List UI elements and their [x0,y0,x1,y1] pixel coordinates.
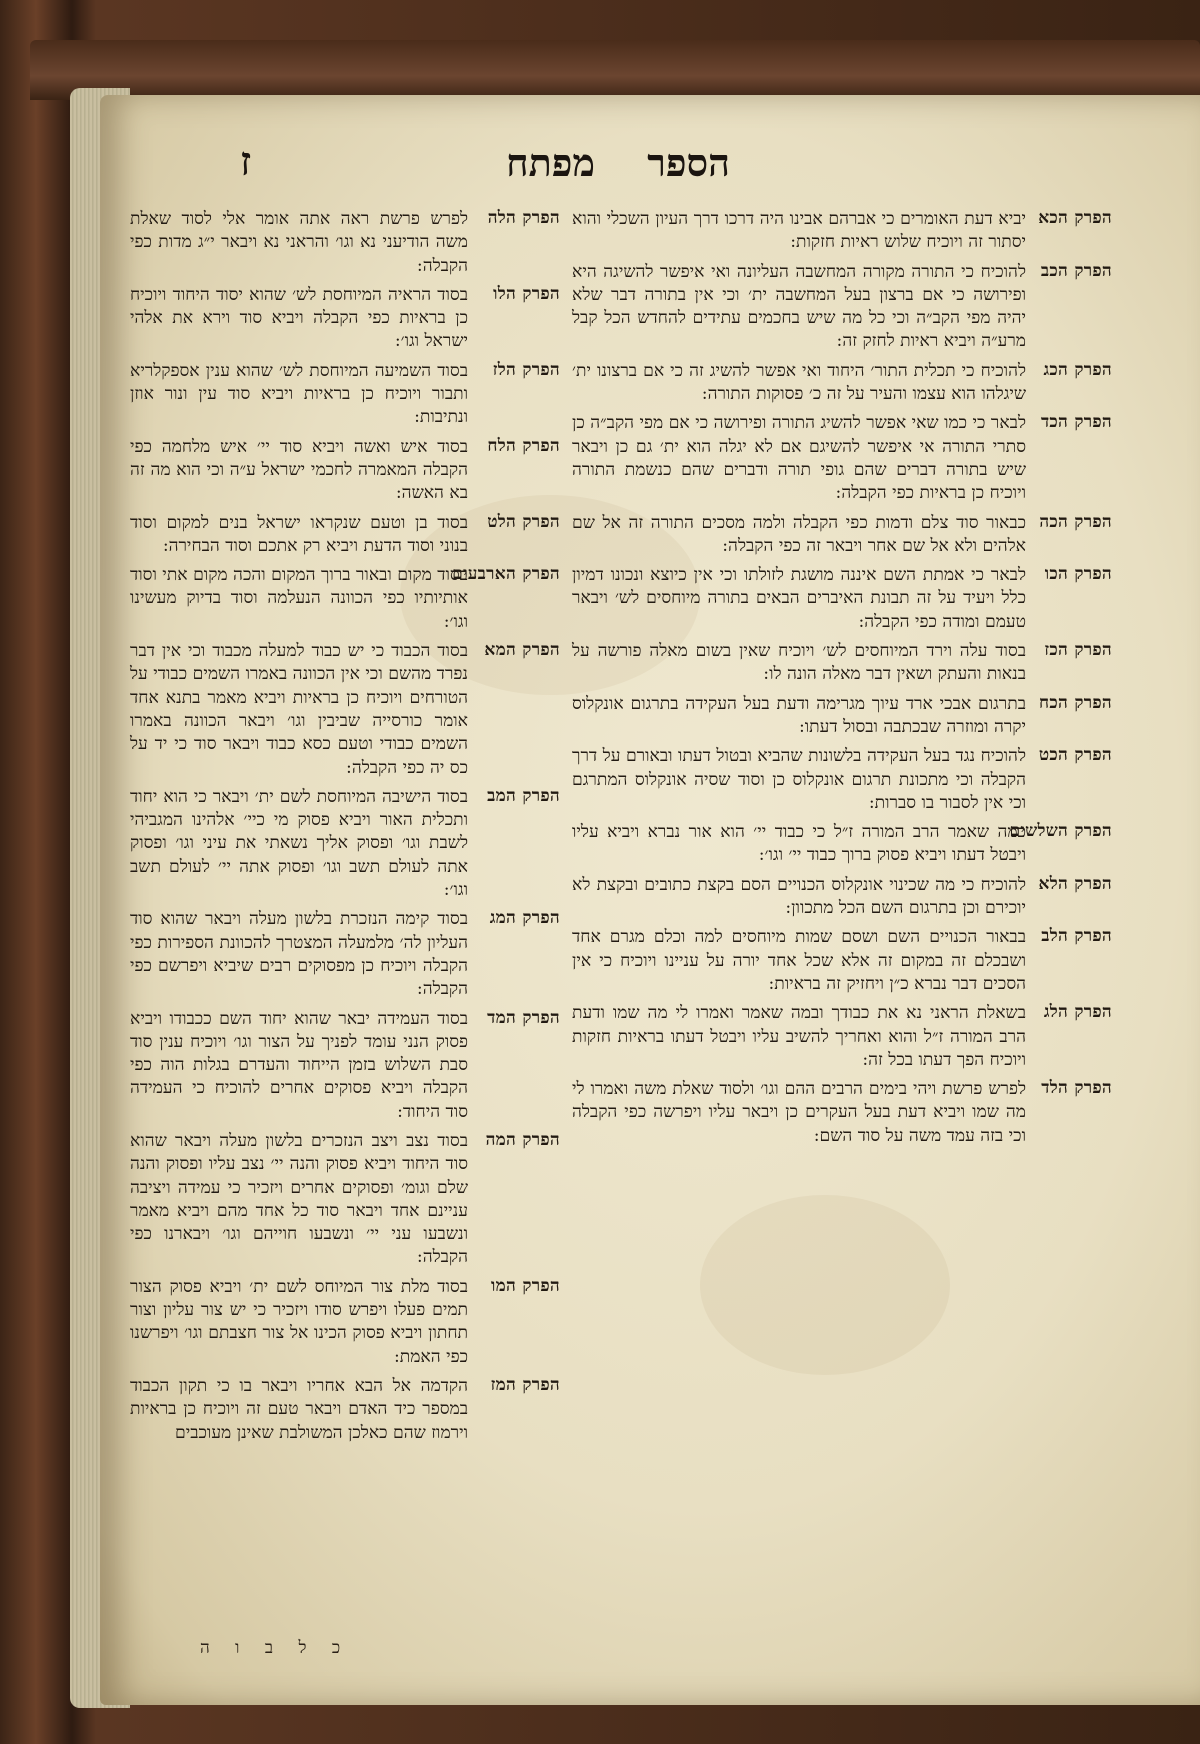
left-column [130,208,560,1451]
chapter-summary: בסוד עלה וירד המיוחסים לש׳ ויוכיח שאין בשום מאלה פורשה על בנאות והעתק ושאין דבר מאלה הונה לו: [572,641,1026,685]
chapter-entry [130,284,560,354]
chapter-entry [130,786,560,902]
chapter-entry [572,512,1112,559]
header-title-2: הספר [647,140,730,185]
chapter-summary: בסוד מקום ובאור ברוך המקום והכה מקום אתי וסוד אותיותיו כפי הכוונה הנעלמה וסוד בדיוק מעשינו וגו׳: [130,565,468,632]
chapter-heading: הפרק הכב [1040,260,1112,281]
chapter-heading: הפרק הכו [1044,564,1112,585]
chapter-entry [130,1276,560,1369]
chapter-heading: הפרק הלג [1043,1002,1112,1023]
page-number: ז [240,138,252,185]
chapter-summary: להוכיח נגד בעל העקידה בלשונות שהביא ובטול דעתו ובאורם על דרך הקבלה וכי מתכונת תרגום אונקלוס כן וסוד שסיה אונקלוס המתרגם וכי אין לסבור בו סברות: [572,746,1026,813]
chapter-heading: הפרק הכט [1038,745,1112,766]
right-column [572,208,1112,1154]
chapter-summary: בסוד הראיה המיוחסת לש׳ שהוא יסוד היחוד ויוכיח כן בראיות כפי הקבלה ויביא סוד וירא את אלהי ישראל וגו׳: [130,284,468,352]
chapter-heading: הפרק המב [487,785,560,806]
chapter-summary: בבאור הכנויים השם ושסם שמות מיוחסים למה וכלם מגרם אחד ושבכלם זה במקום זה אלא שכל אחד יורה על עניינו ויוכיח כי אין הסכים דבר נברא כ״ן ויחזיק זה בראיות: [572,927,1026,994]
chapter-entry [572,640,1112,687]
chapter-heading: הפרק הלח [487,435,560,456]
chapter-heading: הפרק הלה [487,208,560,228]
chapter-heading: הפרק הלא [1038,873,1112,894]
chapter-summary: בסוד מלת צור המיוחס לשם ית׳ ויביא פסוק הצור תמים פעלו ויפרש סודו ויזכיר כי יש צור עליון וצור תחתון ויביא פסוק הכינו אל צור חצבתם וגו׳ ויפרשנו כפי האמת: [130,1276,468,1367]
running-header [0,140,1200,200]
chapter-summary: בסוד בן וטעם שנקראו ישראל בנים למקום וסוד בנוני וסוד הדעת ויביא רק אתכם וסוד הבחירה: [130,512,468,556]
chapter-entry [130,1375,560,1445]
chapter-entry [572,1078,1112,1148]
chapter-entry [572,874,1112,921]
chapter-summary: יביא דעת האומרים כי אברהם אבינו היה דרכו דרך העיון השכלי והוא יסתור זה ויוכיח שלוש ראיות חזקות: [572,209,1026,253]
chapter-entry [130,436,560,506]
chapter-summary: בסוד איש ואשה ויביא סוד יי׳ איש מלחמה כפי הקבלה המאמרה לחכמי ישראל ע״ה וכי הוא מה זה בא האשה: [130,436,468,504]
chapter-summary: להוכיח כי מה שכינוי אונקלוס הכנויים הסם בקצת כתובים ובקצת לא יוכירם וכן בתרגום השם הכל מתכוון: [572,874,1026,919]
book-cover-edge [30,40,1200,100]
chapter-entry [130,360,560,430]
chapter-entry [572,412,1112,505]
chapter-heading: הפרק המז [490,1374,560,1395]
chapter-summary: להוכיח כי תכלית התור׳ היחוד ואי אפשר להשיג זה כי אם ברצונו ית׳ שיגלהו הוא עצמו והעיר על זה כ׳ פסוקות התורה: [572,360,1026,405]
chapter-heading: הפרק המד [487,1007,560,1028]
chapter-heading: הפרק הלד [1041,1078,1112,1099]
chapter-entry [130,908,560,1001]
chapter-summary: כבאור סוד צלם ודמות כפי הקבלה ולמה מסכים התורה זה אל שם אלהים ולא אל שם אחר ויבאר זה כפי הקבלה: [572,512,1026,556]
chapter-summary: בתרגום אבכי ארד עיוך מגרימה ודעת בעל העקידה בתרגום אונקלוס יקרה ומוזרה שבכתבה ובסול דעתו: [572,693,1026,737]
signature-text: כ ל ב ו ה [200,1638,351,1658]
chapter-heading: הפרק הארבעים [452,564,560,585]
chapter-entry [572,926,1112,996]
chapter-heading: הפרק הלב [1041,926,1112,947]
chapter-entry [572,1002,1112,1072]
header-title-1: מפתח [506,140,595,185]
chapter-heading: הפרק המג [489,908,560,929]
chapter-entry [572,821,1112,868]
chapter-summary: בשאלת הראני נא את כבודך ובמה שאמר ואמרו לי מה שמו ודעת הרב המורה ז״ל והוא ואחריך להשיב עליו ויבטל דעתו בראיות חזקות ויוכיח הפך דעתו בכל זה: [572,1003,1026,1070]
chapter-entry [130,512,560,559]
chapter-summary: בסוד השמיעה המיוחסת לש׳ שהוא ענין אספקלריא ותבור ויוכיח כן בראיות ויביא סוד עין ונור אוזן ונתיבות: [130,360,468,428]
chapter-heading: הפרק הכד [1040,412,1112,433]
chapter-summary: בסוד קימה הנזכרת בלשון מעלה ויבאר שהוא סוד העליון לה׳ מלמעלה המצטרך להכוונת הספירות כפי הקבלה ויוכיח כן מפסוקים רבים שיביא ויפרשם כפי הקבלה: [130,909,468,1000]
chapter-heading: הפרק המא [484,640,560,661]
chapter-entry [572,693,1112,740]
chapter-heading: הפרק המה [485,1129,560,1150]
chapter-entry [572,745,1112,815]
chapter-entry [572,564,1112,634]
chapter-summary: בסוד נצב ויצב הנזכרים בלשון מעלה ויבאר שהוא סוד היחוד ויביא פסוק והנה יי׳ נצב עליו ופסוק והנה שלם וגומ׳ ופסוקים אחרים ויזכיר כי עמידה ויציבה עניינם אחד ויבאר סוד כל אחד מהם ויביא מאמר ונשבעו עני יי׳ ונשבעו חוייהם וגו׳ ויבארנו כפי הקבלה: [130,1130,468,1268]
chapter-entry [572,261,1112,354]
chapter-summary: לפרש פרשת ויהי בימים הרבים ההם וגו׳ ולסוד שאלת משה ואמרו לי מה שמו ויביא דעת בעל העקרים כן ויבאר עליו ויפרשה כפי הקבלה וכי בזה עמד משה על סוד השם: [572,1079,1026,1146]
chapter-summary: לבאר כי כמו שאי אפשר להשיג התורה ופירושה כי אם מפי הקב״ה כן סתרי התורה אי איפשר להשיגם אם לא יגלה הוא ית׳ גם כן ויבאר שיש בתורה דברים שהם גופי תורה ודברים שהם כנשמת התורה ויוכיח כן בראיות כפי הקבלה: [572,413,1026,504]
chapter-summary: בסוד הכבוד כי יש כבוד למעלה מכבוד וכי אין דבר נפרד מהשם וכי אין הכוונה באמרו השמים כבודי על הטורחים ויוכיח כן בראיות ויביא מאמר בתנא אחד אומר כורסייה שביבין וגו׳ ויבאר הכוונה באמרו השמים כבודי וטעם כסא כבוד ויבאר סוד כי יד על כס יה כפי הקבלה: [130,641,468,778]
chapter-heading: הפרק השלשים [1009,821,1112,842]
chapter-summary: בסוד העמידה יבאר שהוא יחוד השם ככבודו ויביא פסוק הנני עומד לפניך על הצור וגו׳ ויוכיח ענין סוד סבת השלוש בזמן הייחוד והעדרם בגלות הוה כפי הקבלה ויביא פסוקים אחרים להוכיח כי העמידה סוד היחוד: [130,1008,468,1122]
chapter-entry [130,564,560,634]
chapter-summary: לבאר כי אמתת השם איננה מושגת לזולתו וכי אין כיוצא ונכונו דמיון כלל ויעיד על זה תבונת האיברים הבאים בתורה מיוחסים לש׳ ויבאר טעמם ומודה כפי הקבלה: [572,565,1026,632]
chapter-heading: הפרק הכה [1039,511,1112,532]
chapter-heading: הפרק הלו [493,283,560,304]
chapter-heading: הפרק המו [491,1275,560,1296]
chapter-entry [130,1008,560,1124]
chapter-summary: כמה שאמר הרב המורה ז״ל כי כבוד יי׳ הוא אור נברא ויביא עליו ויבטל דעתו ויביא פסוק ברוך כבוד יי׳ וגו׳: [572,822,1026,866]
chapter-entry [130,1130,560,1270]
chapter-heading: הפרק הלט [487,511,560,532]
chapter-heading: הפרק הלז [492,359,560,380]
chapter-entry [130,208,560,278]
chapter-heading: הפרק הכז [1044,640,1112,661]
chapter-entry [572,360,1112,407]
chapter-heading: הפרק הכא [1038,208,1112,228]
chapter-summary: בסוד הישיבה המיוחסת לשם ית׳ ויבאר כי הוא יחוד ותכלית האור ויביא פסוק מי כיי׳ אלהינו המגביהי לשבת וגו׳ ופסוק אליך נשאתי את עיני וגו׳ ופסוק אתה לעולם תשב וגו׳ ופסוק אתה יי׳ לעולם תשב וגו׳: [130,786,468,901]
chapter-entry [130,640,560,780]
chapter-heading: הפרק הכג [1043,359,1112,380]
chapter-summary: לפרש פרשת ראה אתה אומר אלי לסוד שאלת משה הודיעני נא וגו׳ והראני נא ויבאר י״ג מדות כפי הקבלה: [130,209,468,276]
chapter-entry [572,208,1112,255]
chapter-heading: הפרק הכח [1039,692,1112,713]
chapter-summary: הקדמה אל הבא אחריו ויבאר בו כי תקון הכבוד במספר כיד האדם ויבאר טעם זה ויוכיח כן בראיות וירמוז שהם כאלכן המשולבת שאינן מעוכבים [130,1375,468,1443]
chapter-summary: להוכיח כי התורה מקורה המחשבה העליונה ואי איפשר להשיגה היא ופירושה כי אם ברצון בעל המחשבה ית׳ וכי אין בתורה דבר שלא יהיה מפי הקב״ה וכי כל מה שיש בחכמים עתידים להחדש הכל קבל מרע״ה ויביא ראיות לחזק זה: [572,261,1026,352]
